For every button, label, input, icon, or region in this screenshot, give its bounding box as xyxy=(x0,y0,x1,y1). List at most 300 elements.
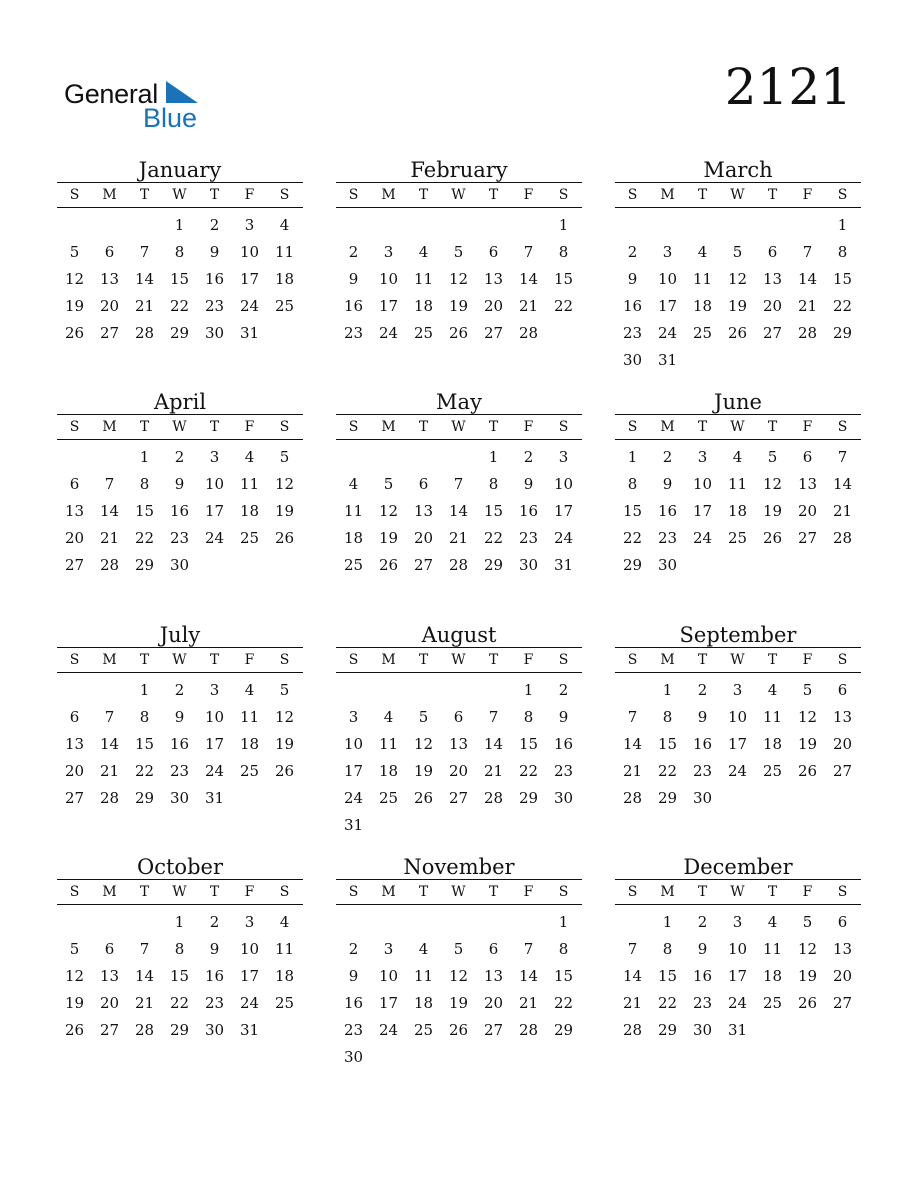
day-cell: 23 xyxy=(518,528,539,547)
day-cell: 13 xyxy=(483,966,504,985)
weekday-label: T xyxy=(488,652,499,668)
day-cell: 31 xyxy=(239,323,260,342)
weekday-header xyxy=(615,182,861,208)
weekday-header xyxy=(336,647,582,673)
day-cell: 19 xyxy=(797,966,818,985)
week-row xyxy=(57,265,303,292)
day-cell: 24 xyxy=(378,1020,399,1039)
weekday-label: S xyxy=(627,652,638,668)
day-cell: 1 xyxy=(174,912,185,931)
day-cell: 4 xyxy=(697,242,708,261)
weekday-label: S xyxy=(348,419,359,435)
day-cell: 6 xyxy=(802,447,813,466)
day-cell: 21 xyxy=(518,993,539,1012)
day-cell: 12 xyxy=(448,269,469,288)
day-cell: 18 xyxy=(762,966,783,985)
day-cell: 8 xyxy=(174,242,185,261)
day-cell: 25 xyxy=(239,761,260,780)
day-cell: 14 xyxy=(134,966,155,985)
day-cell: 10 xyxy=(378,966,399,985)
day-cell: 24 xyxy=(239,993,260,1012)
week-row xyxy=(57,1016,303,1043)
day-cell: 26 xyxy=(64,1020,85,1039)
day-cell: 5 xyxy=(383,474,394,493)
day-cell: 7 xyxy=(627,939,638,958)
day-cell: 13 xyxy=(762,269,783,288)
day-cell: 9 xyxy=(558,707,569,726)
day-cell: 4 xyxy=(244,447,255,466)
day-cell: 8 xyxy=(139,707,150,726)
day-cell: 2 xyxy=(558,680,569,699)
day-cell: 24 xyxy=(727,761,748,780)
day-cell: 6 xyxy=(104,242,115,261)
day-cell: 14 xyxy=(518,269,539,288)
week-row xyxy=(615,1016,861,1043)
day-cell: 4 xyxy=(244,680,255,699)
day-cell: 15 xyxy=(169,269,190,288)
day-cell: 25 xyxy=(274,993,295,1012)
weekday-label: F xyxy=(802,419,813,435)
day-cell: 22 xyxy=(553,296,574,315)
day-cell: 26 xyxy=(797,993,818,1012)
weekday-label: F xyxy=(523,187,534,203)
day-cell: 17 xyxy=(204,734,225,753)
year-title: 2121 xyxy=(724,58,852,116)
day-cell: 27 xyxy=(832,993,853,1012)
weekday-label: F xyxy=(802,187,813,203)
day-cell: 30 xyxy=(204,1020,225,1039)
week-row xyxy=(336,524,582,551)
day-cell: 19 xyxy=(64,993,85,1012)
day-cell: 27 xyxy=(797,528,818,547)
day-cell: 14 xyxy=(622,966,643,985)
day-cell: 4 xyxy=(348,474,359,493)
day-cell: 15 xyxy=(169,966,190,985)
day-cell: 16 xyxy=(692,966,713,985)
day-cell: 12 xyxy=(413,734,434,753)
week-row xyxy=(336,1043,582,1070)
day-cell: 4 xyxy=(279,912,290,931)
day-cell: 20 xyxy=(413,528,434,547)
weekday-label: T xyxy=(697,884,708,900)
day-cell: 3 xyxy=(244,912,255,931)
day-cell: 3 xyxy=(697,447,708,466)
day-cell: 8 xyxy=(523,707,534,726)
day-cell: 20 xyxy=(483,296,504,315)
day-cell: 26 xyxy=(274,528,295,547)
weekday-label: S xyxy=(558,419,569,435)
weekday-label: M xyxy=(102,187,117,203)
day-cell: 20 xyxy=(762,296,783,315)
day-cell: 20 xyxy=(448,761,469,780)
day-cell: 7 xyxy=(523,939,534,958)
week-row xyxy=(57,211,303,238)
day-cell: 25 xyxy=(274,296,295,315)
day-cell: 31 xyxy=(553,555,574,574)
month-block xyxy=(336,855,582,1070)
day-cell: 11 xyxy=(413,966,434,985)
weekday-label: M xyxy=(102,884,117,900)
day-cell: 28 xyxy=(832,528,853,547)
weekday-label: F xyxy=(244,884,255,900)
weekday-label: W xyxy=(730,652,745,668)
day-cell: 31 xyxy=(204,788,225,807)
day-cell: 16 xyxy=(622,296,643,315)
day-cell: 22 xyxy=(134,528,155,547)
day-cell: 17 xyxy=(692,501,713,520)
day-cell: 25 xyxy=(762,993,783,1012)
weekday-label: W xyxy=(451,652,466,668)
weekday-label: S xyxy=(69,652,80,668)
month-block xyxy=(57,390,303,578)
day-cell: 3 xyxy=(558,447,569,466)
weekday-label: F xyxy=(244,187,255,203)
week-row xyxy=(57,962,303,989)
day-cell: 22 xyxy=(622,528,643,547)
day-cell: 2 xyxy=(697,680,708,699)
day-cell: 1 xyxy=(174,215,185,234)
week-row xyxy=(615,962,861,989)
day-cell: 5 xyxy=(418,707,429,726)
day-cell: 20 xyxy=(832,966,853,985)
day-cell: 12 xyxy=(274,474,295,493)
day-cell: 28 xyxy=(518,323,539,342)
month-name: June xyxy=(714,390,762,414)
weekday-label: T xyxy=(139,884,150,900)
day-cell: 17 xyxy=(239,966,260,985)
day-grid xyxy=(615,673,861,811)
weekday-label: F xyxy=(802,652,813,668)
day-cell: 23 xyxy=(169,761,190,780)
weekday-label: T xyxy=(488,187,499,203)
day-cell: 12 xyxy=(797,707,818,726)
day-cell: 30 xyxy=(553,788,574,807)
day-grid xyxy=(615,440,861,578)
day-cell: 23 xyxy=(692,993,713,1012)
weekday-label: F xyxy=(244,652,255,668)
day-cell: 7 xyxy=(627,707,638,726)
day-cell: 10 xyxy=(657,269,678,288)
day-cell: 24 xyxy=(692,528,713,547)
day-cell: 29 xyxy=(169,1020,190,1039)
day-cell: 29 xyxy=(134,788,155,807)
day-cell: 15 xyxy=(657,734,678,753)
week-row xyxy=(615,292,861,319)
week-row xyxy=(615,443,861,470)
day-cell: 31 xyxy=(239,1020,260,1039)
day-cell: 6 xyxy=(418,474,429,493)
day-cell: 30 xyxy=(169,555,190,574)
day-cell: 1 xyxy=(139,680,150,699)
week-row xyxy=(615,703,861,730)
day-cell: 6 xyxy=(488,242,499,261)
weekday-label: W xyxy=(451,419,466,435)
day-cell: 13 xyxy=(99,966,120,985)
day-cell: 2 xyxy=(348,242,359,261)
day-cell: 4 xyxy=(418,939,429,958)
weekday-label: T xyxy=(209,419,220,435)
day-cell: 18 xyxy=(239,501,260,520)
day-cell: 30 xyxy=(692,1020,713,1039)
day-cell: 21 xyxy=(134,296,155,315)
week-row xyxy=(336,265,582,292)
weekday-label: S xyxy=(837,187,848,203)
day-cell: 27 xyxy=(64,788,85,807)
day-cell: 4 xyxy=(732,447,743,466)
month-name: August xyxy=(421,623,497,647)
day-cell: 21 xyxy=(622,993,643,1012)
day-cell: 28 xyxy=(518,1020,539,1039)
day-cell: 29 xyxy=(553,1020,574,1039)
weekday-label: M xyxy=(660,652,675,668)
weekday-label: W xyxy=(451,884,466,900)
week-row xyxy=(615,730,861,757)
day-cell: 15 xyxy=(553,269,574,288)
weekday-header xyxy=(57,182,303,208)
day-cell: 26 xyxy=(413,788,434,807)
day-grid xyxy=(336,208,582,346)
day-cell: 28 xyxy=(99,555,120,574)
day-cell: 11 xyxy=(413,269,434,288)
day-cell: 5 xyxy=(453,939,464,958)
day-cell: 28 xyxy=(797,323,818,342)
weekday-label: W xyxy=(172,884,187,900)
weekday-label: T xyxy=(209,884,220,900)
weekday-label: T xyxy=(767,652,778,668)
week-row xyxy=(336,908,582,935)
day-cell: 28 xyxy=(622,1020,643,1039)
day-cell: 30 xyxy=(204,323,225,342)
day-cell: 3 xyxy=(383,939,394,958)
day-cell: 1 xyxy=(662,680,673,699)
week-row xyxy=(615,908,861,935)
weekday-label: F xyxy=(523,419,534,435)
day-cell: 7 xyxy=(104,707,115,726)
day-cell: 19 xyxy=(797,734,818,753)
week-row xyxy=(336,730,582,757)
day-cell: 27 xyxy=(413,555,434,574)
day-cell: 31 xyxy=(657,350,678,369)
week-row xyxy=(615,346,861,373)
day-cell: 11 xyxy=(239,474,260,493)
week-row xyxy=(57,989,303,1016)
weekday-header xyxy=(57,879,303,905)
day-cell: 3 xyxy=(244,215,255,234)
day-cell: 10 xyxy=(692,474,713,493)
day-cell: 13 xyxy=(832,707,853,726)
weekday-header xyxy=(57,414,303,440)
day-cell: 12 xyxy=(64,966,85,985)
weekday-label: T xyxy=(697,187,708,203)
week-row xyxy=(336,551,582,578)
day-cell: 7 xyxy=(523,242,534,261)
weekday-label: S xyxy=(69,884,80,900)
day-cell: 19 xyxy=(727,296,748,315)
day-cell: 20 xyxy=(99,993,120,1012)
weekday-label: T xyxy=(139,187,150,203)
weekday-label: T xyxy=(767,419,778,435)
weekday-label: T xyxy=(418,187,429,203)
day-cell: 31 xyxy=(343,815,364,834)
day-cell: 8 xyxy=(174,939,185,958)
weekday-label: S xyxy=(69,419,80,435)
day-cell: 7 xyxy=(488,707,499,726)
day-cell: 24 xyxy=(727,993,748,1012)
day-cell: 30 xyxy=(622,350,643,369)
weekday-label: S xyxy=(279,187,290,203)
weekday-label: T xyxy=(418,652,429,668)
weekday-label: M xyxy=(381,187,396,203)
day-cell: 21 xyxy=(518,296,539,315)
week-row xyxy=(57,784,303,811)
day-cell: 11 xyxy=(274,939,295,958)
day-cell: 1 xyxy=(488,447,499,466)
week-row xyxy=(57,319,303,346)
day-cell: 5 xyxy=(69,939,80,958)
day-cell: 18 xyxy=(413,993,434,1012)
weekday-header xyxy=(57,647,303,673)
week-row xyxy=(615,265,861,292)
day-grid xyxy=(57,440,303,578)
day-cell: 19 xyxy=(413,761,434,780)
weekday-label: S xyxy=(627,884,638,900)
weekday-header xyxy=(615,414,861,440)
day-cell: 11 xyxy=(274,242,295,261)
day-cell: 8 xyxy=(139,474,150,493)
day-cell: 6 xyxy=(69,707,80,726)
weekday-header xyxy=(336,414,582,440)
week-row xyxy=(615,676,861,703)
day-cell: 13 xyxy=(64,501,85,520)
day-cell: 3 xyxy=(348,707,359,726)
brand-logo xyxy=(64,78,214,134)
day-cell: 12 xyxy=(274,707,295,726)
weekday-label: S xyxy=(837,419,848,435)
week-row xyxy=(57,443,303,470)
weekday-label: S xyxy=(558,884,569,900)
day-cell: 19 xyxy=(64,296,85,315)
weekday-label: T xyxy=(767,884,778,900)
week-row xyxy=(615,524,861,551)
weekday-label: S xyxy=(279,884,290,900)
day-cell: 2 xyxy=(523,447,534,466)
day-cell: 2 xyxy=(209,215,220,234)
day-cell: 29 xyxy=(832,323,853,342)
day-cell: 18 xyxy=(274,269,295,288)
weekday-label: T xyxy=(418,419,429,435)
weekday-label: S xyxy=(279,419,290,435)
month-name: October xyxy=(137,855,223,879)
month-block xyxy=(57,158,303,346)
day-cell: 9 xyxy=(348,966,359,985)
day-cell: 2 xyxy=(174,680,185,699)
day-cell: 17 xyxy=(553,501,574,520)
day-cell: 22 xyxy=(169,993,190,1012)
day-cell: 5 xyxy=(279,680,290,699)
day-cell: 13 xyxy=(99,269,120,288)
day-cell: 28 xyxy=(134,323,155,342)
day-cell: 9 xyxy=(174,474,185,493)
week-row xyxy=(57,551,303,578)
day-cell: 15 xyxy=(518,734,539,753)
day-cell: 22 xyxy=(553,993,574,1012)
day-cell: 13 xyxy=(483,269,504,288)
day-cell: 24 xyxy=(343,788,364,807)
day-cell: 20 xyxy=(832,734,853,753)
day-cell: 10 xyxy=(343,734,364,753)
day-cell: 5 xyxy=(802,912,813,931)
month-block xyxy=(57,855,303,1043)
week-row xyxy=(57,292,303,319)
day-cell: 29 xyxy=(134,555,155,574)
day-cell: 17 xyxy=(727,966,748,985)
day-cell: 16 xyxy=(518,501,539,520)
day-cell: 11 xyxy=(762,939,783,958)
day-cell: 13 xyxy=(64,734,85,753)
month-name: September xyxy=(679,623,797,647)
day-cell: 23 xyxy=(553,761,574,780)
day-cell: 20 xyxy=(64,761,85,780)
day-cell: 6 xyxy=(69,474,80,493)
weekday-label: F xyxy=(802,884,813,900)
day-cell: 17 xyxy=(204,501,225,520)
day-cell: 30 xyxy=(518,555,539,574)
day-cell: 17 xyxy=(378,993,399,1012)
day-cell: 2 xyxy=(174,447,185,466)
day-grid xyxy=(336,440,582,578)
weekday-label: S xyxy=(348,652,359,668)
day-cell: 29 xyxy=(518,788,539,807)
day-cell: 30 xyxy=(169,788,190,807)
weekday-label: W xyxy=(730,419,745,435)
day-cell: 8 xyxy=(662,939,673,958)
day-cell: 25 xyxy=(239,528,260,547)
week-row xyxy=(336,989,582,1016)
day-cell: 2 xyxy=(662,447,673,466)
day-cell: 20 xyxy=(797,501,818,520)
day-cell: 26 xyxy=(727,323,748,342)
day-cell: 22 xyxy=(832,296,853,315)
day-cell: 3 xyxy=(209,447,220,466)
day-cell: 16 xyxy=(692,734,713,753)
day-cell: 20 xyxy=(483,993,504,1012)
day-cell: 9 xyxy=(697,939,708,958)
day-cell: 3 xyxy=(732,912,743,931)
weekday-label: S xyxy=(279,652,290,668)
weekday-label: S xyxy=(627,419,638,435)
day-cell: 8 xyxy=(627,474,638,493)
weekday-label: F xyxy=(244,419,255,435)
day-cell: 6 xyxy=(837,680,848,699)
day-cell: 6 xyxy=(104,939,115,958)
day-cell: 2 xyxy=(209,912,220,931)
day-cell: 15 xyxy=(553,966,574,985)
month-name: April xyxy=(153,390,207,414)
day-cell: 15 xyxy=(657,966,678,985)
day-cell: 27 xyxy=(483,1020,504,1039)
month-name: February xyxy=(410,158,508,182)
month-name: November xyxy=(403,855,515,879)
weekday-label: S xyxy=(348,884,359,900)
day-cell: 19 xyxy=(448,296,469,315)
weekday-label: S xyxy=(69,187,80,203)
day-cell: 8 xyxy=(837,242,848,261)
week-row xyxy=(57,730,303,757)
brand-word-blue: Blue xyxy=(143,103,198,133)
weekday-label: M xyxy=(102,419,117,435)
day-cell: 22 xyxy=(657,993,678,1012)
day-cell: 10 xyxy=(239,939,260,958)
